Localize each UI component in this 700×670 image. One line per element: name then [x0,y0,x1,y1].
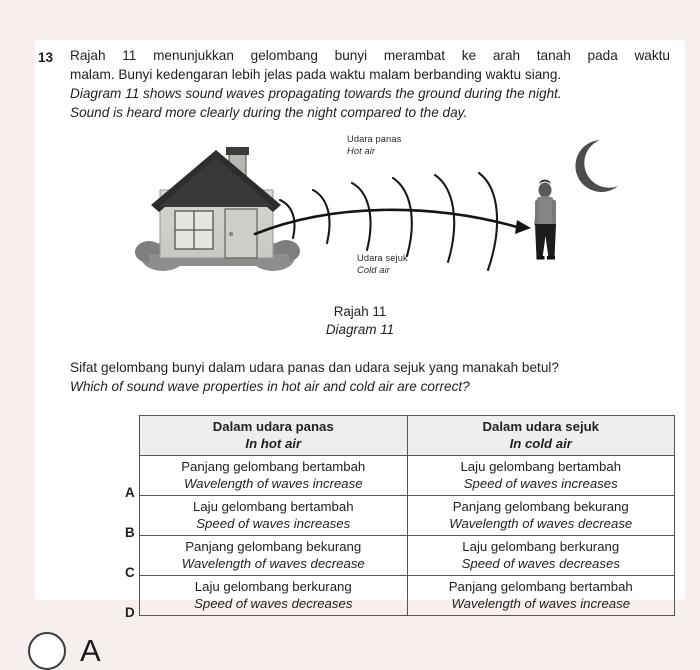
option-letter-c: C [125,565,135,580]
diagram-caption [35,303,685,339]
house-icon [151,147,281,258]
answer-radio-a[interactable] [28,632,66,670]
option-a-cold-air [407,456,675,496]
stem-ms-line-1: Rajah 11 menunjukkan gelombang bunyi merambat ke arah tanah pada waktu [70,48,670,63]
option-c-hot-air-en: Wavelength of waves decrease [181,556,365,571]
option-b-cold-air-en: Wavelength of waves decrease [449,516,633,531]
option-b-cold-air-ms: Panjang gelombang bekurang [452,499,629,514]
option-b-hot-air-ms: Laju gelombang bertambah [192,499,354,514]
label-cold-air-ms: Udara sejuk [357,253,408,263]
table-header-row [140,416,675,456]
option-c-hot-air [140,536,408,576]
column-header-cold-air-ms: Dalam udara sejuk [482,419,600,434]
label-hot-air [347,134,401,157]
caption-ms: Rajah 11 [333,304,387,319]
option-a-hot-air-en: Wavelength of waves increase [183,476,363,491]
column-header-hot-air [140,416,408,456]
diagram-figure [105,128,625,308]
option-d-hot-air-ms: Laju gelombang berkurang [194,579,352,594]
stem-ms-line-2: malam. Bunyi kedengaran lebih jelas pada waktu malam berbanding waktu siang. [70,67,562,82]
column-header-hot-air-en: In hot air [245,436,302,451]
caption-en: Diagram 11 [325,322,395,337]
option-d-cold-air-ms: Panjang gelombang bertambah [448,579,633,594]
option-a-hot-air-ms: Panjang gelombang bertambah [181,459,366,474]
question-stem-text [70,46,670,122]
answer-choice-row[interactable] [28,632,101,670]
option-c-cold-air-ms: Laju gelombang berkurang [462,539,620,554]
leadin-question [70,358,670,396]
stem-en-line-1: Diagram 11 shows sound waves propagating towards the ground during the night. [70,86,562,101]
option-c-hot-air-ms: Panjang gelombang bekurang [185,539,362,554]
option-b-hot-air [140,496,408,536]
option-d-cold-air [407,576,675,616]
option-c-cold-air-en: Speed of waves decreases [461,556,620,571]
person-icon [534,180,556,260]
option-d-hot-air [140,576,408,616]
table-row[interactable] [140,456,675,496]
label-hot-air-ms: Udara panas [347,134,402,144]
label-cold-air [357,253,408,276]
question-number: 13 [38,50,54,65]
option-b-cold-air [407,496,675,536]
column-header-hot-air-ms: Dalam udara panas [212,419,334,434]
column-header-cold-air-en: In cold air [509,436,572,451]
table-row[interactable] [140,496,675,536]
label-cold-air-en: Cold air [357,264,390,275]
label-hot-air-en: Hot air [347,145,376,156]
option-a-hot-air [140,456,408,496]
option-letter-a: A [125,485,135,500]
options-table-wrapper [87,415,675,620]
option-d-cold-air-en: Wavelength of waves increase [451,596,631,611]
option-letter-b: B [125,525,135,540]
crescent-moon-icon [575,140,618,192]
option-letter-d: D [125,605,135,620]
option-d-hot-air-en: Speed of waves decreases [194,596,353,611]
option-a-cold-air-ms: Laju gelombang bertambah [460,459,622,474]
table-row[interactable] [140,576,675,616]
table-row[interactable] [140,536,675,576]
option-a-cold-air-en: Speed of waves increases [463,476,618,491]
option-b-hot-air-en: Speed of waves increases [196,516,351,531]
question-card [35,40,685,620]
stem-en-line-2: Sound is heard more clearly during the night compared to the day. [70,105,468,120]
option-c-cold-air [407,536,675,576]
answer-radio-a-label: A [80,633,101,668]
sound-ray-arrow [255,210,531,234]
column-header-cold-air [407,416,675,456]
leadin-en: Which of sound wave properties in hot air and cold air are correct? [70,379,470,394]
leadin-ms: Sifat gelombang bunyi dalam udara panas dan udara sejuk yang manakah betul? [70,360,559,375]
options-table [139,415,675,616]
